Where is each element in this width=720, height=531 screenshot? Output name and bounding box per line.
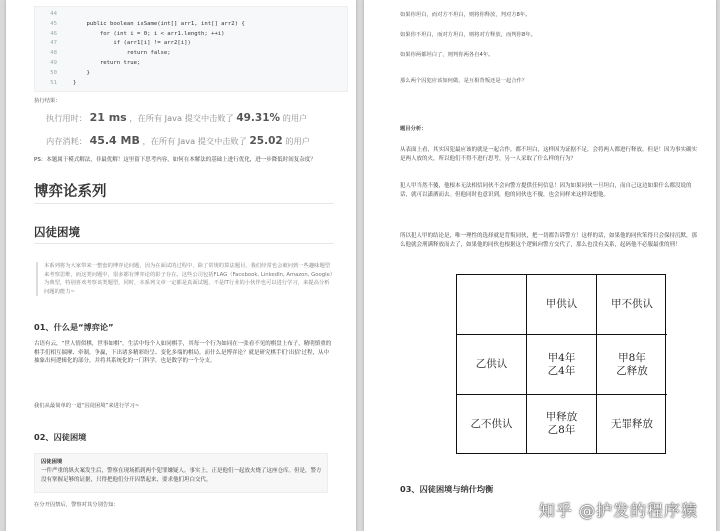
s1-tail: 我们从最简单的一道“囚徒困境”来进行学习~ — [34, 403, 140, 409]
memory-tail: 的用户 — [285, 136, 310, 146]
intro-quote: 本系列将为大家带来一整套的博弈论问题，因为在面试的过程中，除了常规的算法题目，我们经常也会被问到一些趣味题型来考察思维，而这类问题中，很多都有博弈论的影子存在。这些公司包括FLAG（Facebook, LinkedIn, Amazon, Google）为典型，特别喜欢考察该类题型，同时，本系列文章一定都是真面试题，不是IT行业的小伙伴也可以进行学习，来提高分析问题的能力~ — [36, 262, 334, 296]
matrix-cell — [527, 395, 597, 453]
code-line-number: 47 — [50, 40, 57, 47]
runtime-value: 21 ms — [89, 111, 127, 124]
analysis-1: 从表面上看，其实囚犯最应该的就是一起合作，都不坦白，这样因为证据不足，会将两人都进行释放。但是！因为事实确实是两人放的火，所以他们不得不进行思考，另一人采取了什么样的行为？ — [400, 147, 698, 162]
code-line-text: if (arr1[i] != arr2[i]) — [73, 40, 191, 47]
left-page — [6, 0, 356, 531]
payoff-matrix — [456, 274, 666, 454]
matrix-cell-line: 甲4年 — [547, 351, 576, 364]
analysis-3: 所以犯人甲的结论是，唯一理性的选择就是背叛同伙，把一切都告诉警方！这样的话，如果他的同伙笨得只会保持沉默，那么他就会刑满释放而去了，如果他的同伙也根据这个逻辑向警方交代了，那么也没有关系，起码他不必服最重的刑！ — [400, 233, 698, 248]
matrix-cell-line: 乙8年 — [547, 424, 576, 436]
section-title: 囚徒困境 — [34, 225, 80, 239]
matrix-cell-line: 乙释放 — [616, 364, 648, 377]
result-label: 执行结果： — [34, 98, 61, 104]
matrix-cell — [597, 335, 667, 395]
matrix-cell — [527, 335, 597, 395]
code-line-number: 50 — [50, 69, 57, 76]
s3-title: 03、囚徒困境与纳什均衡 — [400, 484, 494, 494]
question: 那么两个囚犯应该如何做，是互相背叛还是一起合作？ — [400, 78, 528, 84]
code-line-text: for (int i = 0; i < arr1.length; ++i) — [73, 30, 225, 37]
rule-1: 如果你坦白，而对方不坦白，则将你释放，判对方8年。 — [400, 12, 531, 18]
analysis-title: 题目分析： — [400, 126, 427, 132]
watermark: 知乎 @护发的程序猿 — [538, 501, 698, 520]
runtime-mid: ，在所有 Java 提交中击败了 — [129, 113, 234, 123]
right-page — [364, 0, 716, 531]
story-box — [34, 453, 328, 493]
code-line-number: 44 — [50, 11, 57, 17]
story-box-title: 囚徒困境 — [41, 459, 63, 465]
code-block — [34, 6, 348, 92]
code-line-text: return false; — [73, 50, 171, 57]
analysis-2: 犯人甲当然不傻，他根本无法相信同伙不会向警方提供任何信息！因为如果同伙一旦坦白，而自己这边如果什么都没说的话，就可以潇洒而去。但他同时也意识到，他的同伙也不傻，也会同样来这样设想他。 — [400, 183, 692, 198]
code-line-number: 48 — [50, 50, 57, 57]
memory-value: 45.4 MB — [89, 134, 140, 147]
code-line-number: 45 — [50, 20, 57, 27]
code-line-text: } — [73, 79, 77, 86]
s2-title: 02、囚徒困境 — [34, 432, 87, 442]
matrix-cell-line: 甲释放 — [545, 411, 578, 423]
runtime-tail: 的用户 — [282, 113, 308, 123]
runtime-percent: 49.31% — [236, 112, 281, 124]
code-line-number: 49 — [50, 60, 57, 66]
s1-title: 01、什么是“博弈论” — [34, 322, 114, 332]
divider — [34, 203, 334, 204]
runtime-label: 执行用时： — [46, 113, 87, 123]
code-line-text: public boolean isSame(int[] arr1, int[] arr2) { — [73, 20, 245, 27]
code-line-number: 51 — [50, 79, 57, 86]
rule-3: 如果你两都坦白了，则判你两各自4年。 — [400, 52, 494, 58]
code-line-text: } — [73, 69, 90, 76]
matrix-cell: 无罪释放 — [611, 417, 653, 430]
matrix-cell-line: 甲8年 — [618, 351, 646, 364]
code-line-text: return true; — [73, 60, 141, 66]
matrix-row-header: 乙供认 — [457, 335, 527, 395]
matrix-corner — [457, 275, 527, 335]
code-line-number: 46 — [50, 30, 57, 37]
story-box-body: 一件严重的纵火案发生后，警察在现场抓到两个犯罪嫌疑人。事实上，正是他们一起放火烧了这座仓库。但是，警方没有掌握足够的证据，只得把他们分开囚禁起来，要求他们坦白交代。 — [41, 468, 322, 483]
s1-body: 古语有云，“世人情似棋，世事如棋”。生活中每个人如同棋手，其每一个行为如同在一张看不见的棋盘上布子，精明慎重的棋手们相互揣摩、牵制，争赢，下出诸多精彩纷呈、变化多端的棋局。而什么是博弈论？就是研究棋手们‘出招’过程，从中抽象出何逻辑化的部分，并将其系统化的一门科学，也是数学的一个分支。 — [34, 341, 332, 365]
divider — [34, 243, 334, 244]
series-title: 博弈论系列 — [34, 184, 107, 200]
matrix-cell-line: 乙4年 — [547, 364, 576, 377]
memory-percent: 25.02 — [249, 135, 283, 147]
runtime-result — [46, 111, 307, 124]
memory-label: 内存消耗： — [46, 136, 87, 146]
rule-2: 如果你不坦白，而对方坦白，则将对方释放，而判你8年。 — [400, 32, 536, 38]
left-tail: 在分开囚禁后，警察对其分别告知： — [34, 502, 119, 508]
memory-result — [46, 134, 310, 147]
memory-mid: ，在所有 Java 提交中击败了 — [142, 136, 247, 146]
ps-note: PS：本题属于模式解法，非最优解！这里留下思考内容，如何在本解法的基础上进行优化，进一步降低时间复杂度？ — [34, 157, 316, 163]
matrix-row-header: 乙不供认 — [457, 395, 527, 453]
matrix-col-header: 甲供认 — [527, 275, 597, 335]
matrix-col-header: 甲不供认 — [597, 275, 667, 335]
